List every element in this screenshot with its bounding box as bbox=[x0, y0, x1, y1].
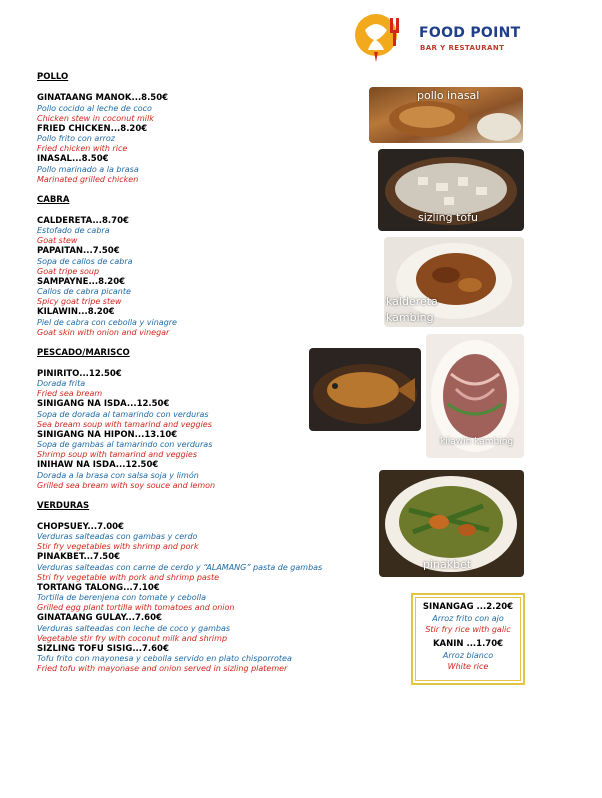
photo-sizzling-tofu bbox=[378, 149, 524, 231]
item-description-en: Vegetable stir fry with coconut milk and shrimp bbox=[37, 633, 228, 643]
menu-item bbox=[37, 583, 367, 614]
item-description-en: Grilled egg plant tortilla with tomatoes and onion bbox=[37, 603, 235, 612]
item-description-es: Dorada frita bbox=[37, 379, 86, 388]
item-description-es: Pollo marinado a la brasa bbox=[37, 164, 139, 174]
item-description-en: Chicken stew in coconut milk bbox=[37, 113, 154, 123]
item-description-en: Fried chicken with rice bbox=[37, 144, 128, 153]
extra-name: KANIN ...1.70€ bbox=[432, 639, 504, 649]
item-description-en: Marinated grilled chicken bbox=[37, 174, 139, 184]
menu-item bbox=[37, 277, 367, 308]
item-name: SIZLING TOFU SISIG...7.60€ bbox=[37, 643, 169, 654]
item-name: CALDERETA...8.70€ bbox=[37, 215, 129, 226]
item-name: KILAWIN...8.20€ bbox=[37, 307, 115, 317]
section-title: VERDURAS bbox=[37, 500, 90, 511]
photo-pollo-inasal bbox=[369, 87, 523, 143]
photo-kilawin-kambing bbox=[426, 334, 524, 458]
menu-item bbox=[37, 613, 367, 644]
section-title: PESCADO/MARISCO bbox=[37, 347, 130, 358]
item-description-es: Verduras salteadas con gambas y cerdo bbox=[37, 532, 198, 541]
section-verduras bbox=[37, 501, 367, 675]
item-name: PAPAITAN...7.50€ bbox=[37, 246, 120, 256]
menu-item bbox=[37, 460, 367, 491]
menu-item bbox=[37, 216, 367, 247]
item-description-en: Spicy goat tripe stew bbox=[37, 297, 122, 306]
item-description-es: Verduras salteadas con carne de cerdo y “ALAMANG” pasta de gambas bbox=[37, 562, 323, 572]
item-description-es: Pollo frito con arroz bbox=[37, 134, 115, 143]
item-description-es: Verduras salteadas con leche de coco y gambas bbox=[37, 623, 231, 633]
photo-caption: kambing bbox=[386, 311, 434, 324]
menu-item bbox=[37, 154, 367, 185]
item-name: CHOPSUEY...7.00€ bbox=[37, 521, 124, 532]
photo-caption: sizling tofu bbox=[418, 211, 479, 224]
item-description-en: Stir fry vegetables with shrimp and pork bbox=[37, 542, 199, 551]
extra-item bbox=[416, 602, 520, 635]
item-description-es: Sopa de gambas al tamarindo con verduras bbox=[37, 440, 213, 449]
item-description-en: Fried tofu with mayonase and onion served in sizling platemer bbox=[37, 664, 288, 673]
item-name: TORTANG TALONG...7.10€ bbox=[37, 582, 160, 593]
brand-tagline: BAR Y RESTAURANT bbox=[420, 44, 505, 52]
menu-item bbox=[37, 93, 367, 124]
item-description-en: Grilled sea bream with soy souce and lemon bbox=[37, 480, 216, 490]
item-description-es: Callos de cabra picante bbox=[37, 287, 131, 296]
item-name: SAMPAYNE...8.20€ bbox=[37, 276, 126, 287]
item-description-es: Tofu frito con mayonesa y cebolla servido en plato chisporrotea bbox=[37, 654, 292, 663]
extra-description-es: Arroz frito con ajo bbox=[432, 614, 504, 623]
photo-caption: pollo inasal bbox=[417, 89, 480, 102]
item-description-en: Shrimp soup with tamarind and veggies bbox=[37, 450, 197, 459]
brand-logo bbox=[352, 6, 552, 66]
menu-item bbox=[37, 552, 367, 583]
item-description-en: Goat skin with onion and vinegar bbox=[37, 327, 170, 337]
extra-name: SINANGAG ...2.20€ bbox=[422, 602, 514, 612]
extra-item bbox=[416, 639, 520, 672]
rice-extras-box bbox=[411, 593, 525, 685]
item-description-es: Sopa de dorada al tamarindo con verduras bbox=[37, 409, 209, 419]
food-point-logo-icon bbox=[352, 6, 408, 64]
item-description-en: Goat stew bbox=[37, 236, 78, 245]
item-description-es: Estofado de cabra bbox=[37, 226, 110, 235]
photo-caption: pinakbet bbox=[423, 558, 472, 571]
section-cabra bbox=[37, 195, 367, 338]
item-description-es: Pollo cocido al leche de coco bbox=[37, 103, 152, 113]
brand-name: FOOD POINT bbox=[419, 25, 521, 41]
extra-description-en: White rice bbox=[447, 662, 489, 671]
item-description-en: Sea bream soup with tamarind and veggies bbox=[37, 419, 212, 429]
item-description-en: Fried sea bream bbox=[37, 389, 103, 398]
menu-item bbox=[37, 522, 367, 553]
menu-item bbox=[37, 644, 367, 675]
extra-description-es: Arroz blanco bbox=[442, 651, 494, 660]
item-name: INIHAW NA ISDA...12.50€ bbox=[37, 460, 159, 470]
item-description-en: Goat tripe soup bbox=[37, 266, 100, 276]
menu-item bbox=[37, 124, 367, 155]
item-name: SINIGANG NA HIPON...13.10€ bbox=[37, 429, 178, 440]
photo-fried-fish bbox=[309, 348, 421, 431]
item-name: GINATAANG GULAY...7.60€ bbox=[37, 613, 162, 623]
photo-caption: kilawin kambing bbox=[440, 437, 514, 447]
item-description-es: Dorada a la brasa con salsa soja y limón bbox=[37, 470, 199, 480]
photo-pinakbet bbox=[379, 470, 524, 577]
item-name: PINIRITO...12.50€ bbox=[37, 368, 122, 379]
photo-caption: kaldereta bbox=[386, 295, 438, 308]
item-name: FRIED CHICKEN...8.20€ bbox=[37, 123, 148, 134]
photo-kaldereta-kambing bbox=[384, 237, 524, 327]
item-name: PINAKBET...7.50€ bbox=[37, 552, 121, 562]
item-description-es: Piel de cabra con cebolla y vinagre bbox=[37, 317, 177, 327]
extra-description-en: Stir fry rice with galic bbox=[425, 625, 511, 634]
item-name: GINATAANG MANOK...8.50€ bbox=[37, 93, 169, 103]
menu-item bbox=[37, 307, 367, 338]
menu-item bbox=[37, 430, 367, 461]
menu-item bbox=[37, 246, 367, 277]
section-title: POLLO bbox=[37, 72, 69, 82]
item-name: INASAL...8.50€ bbox=[37, 154, 109, 164]
item-description-es: Tortilla de berenjena con tomate y cebolla bbox=[37, 593, 206, 602]
section-title: CABRA bbox=[37, 194, 70, 205]
item-description-es: Sopa de callos de cabra bbox=[37, 256, 133, 266]
item-name: SINIGANG NA ISDA...12.50€ bbox=[37, 399, 170, 409]
fried-fish-icon bbox=[309, 348, 421, 431]
item-description-en: Stri fry vegetable with pork and shrimp paste bbox=[37, 572, 220, 582]
section-pollo bbox=[37, 72, 367, 185]
rice-extras-inner bbox=[415, 597, 521, 681]
